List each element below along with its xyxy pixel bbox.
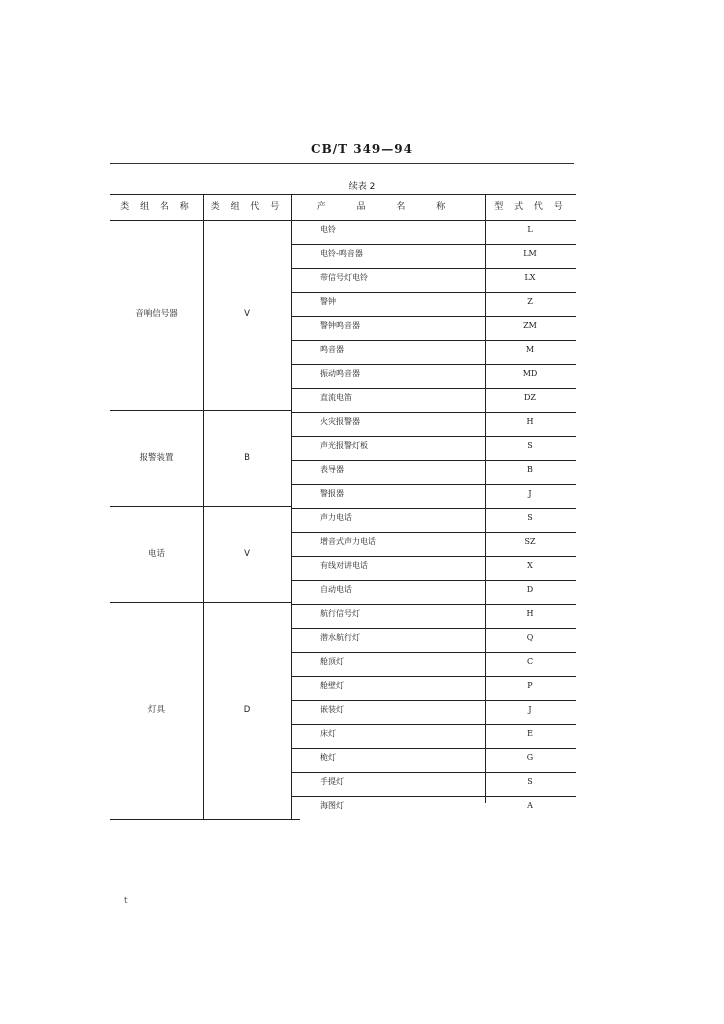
model-code: S xyxy=(527,513,533,522)
model-code: G xyxy=(526,753,534,762)
row-separator xyxy=(291,772,485,773)
row-separator xyxy=(485,508,576,509)
group-separator xyxy=(110,602,291,603)
row-separator xyxy=(291,556,485,557)
product-name: 增音式声力电话 xyxy=(320,537,376,546)
row-separator xyxy=(485,748,576,749)
model-code: L xyxy=(527,225,533,234)
row-separator xyxy=(485,268,576,269)
row-separator xyxy=(291,388,485,389)
group-code: D xyxy=(243,705,251,715)
table-top-rule xyxy=(110,194,576,195)
row-separator xyxy=(291,460,485,461)
product-name: 潜水航行灯 xyxy=(320,633,360,642)
product-name: 电铃-鸣音器 xyxy=(320,249,363,258)
row-separator xyxy=(485,244,576,245)
row-separator xyxy=(291,268,485,269)
model-code: H xyxy=(526,609,534,618)
product-name: 声光报警灯板 xyxy=(320,441,368,450)
row-separator xyxy=(485,364,576,365)
row-separator xyxy=(485,292,576,293)
row-separator xyxy=(291,340,485,341)
model-code: B xyxy=(527,465,533,474)
row-separator xyxy=(485,484,576,485)
product-name: 嵌装灯 xyxy=(320,705,344,714)
row-separator xyxy=(485,796,576,797)
row-separator xyxy=(291,700,485,701)
row-separator xyxy=(291,628,485,629)
product-name: 电铃 xyxy=(320,225,336,234)
product-name: 警钟鸣音器 xyxy=(320,321,360,330)
group-separator xyxy=(110,506,291,507)
group-name: 报警装置 xyxy=(139,453,174,463)
product-name: 床灯 xyxy=(320,729,336,738)
column-divider xyxy=(291,194,292,819)
row-separator xyxy=(485,604,576,605)
model-code: P xyxy=(527,681,533,690)
model-code: Z xyxy=(527,297,533,306)
product-name: 警钟 xyxy=(320,297,336,306)
product-name: 带信号灯电铃 xyxy=(320,273,368,282)
header-rule xyxy=(110,163,574,164)
row-separator xyxy=(291,652,485,653)
product-name: 警报器 xyxy=(320,489,344,498)
row-separator xyxy=(291,484,485,485)
model-code: M xyxy=(525,345,535,354)
table-header-rule xyxy=(110,220,576,221)
model-code: A xyxy=(527,801,533,810)
model-code: S xyxy=(527,441,533,450)
code-table xyxy=(110,194,576,819)
column-divider xyxy=(485,194,486,803)
product-name: 鸣音器 xyxy=(320,345,344,354)
group-code: B xyxy=(244,453,250,463)
column-header-product: 产 品 名 称 xyxy=(316,202,460,212)
model-code: Q xyxy=(526,633,534,642)
row-separator xyxy=(485,628,576,629)
table-caption: 续表 2 xyxy=(348,182,376,192)
column-header-category: 类 组 名 称 xyxy=(120,202,193,212)
row-separator xyxy=(485,724,576,725)
row-separator xyxy=(485,652,576,653)
row-separator xyxy=(291,316,485,317)
product-name: 手提灯 xyxy=(320,777,344,786)
group-code: V xyxy=(244,549,250,559)
row-separator xyxy=(485,556,576,557)
product-name: 航行信号灯 xyxy=(320,609,360,618)
model-code: DZ xyxy=(524,393,536,402)
row-separator xyxy=(485,532,576,533)
model-code: MD xyxy=(522,369,538,378)
product-name: 舱壁灯 xyxy=(320,681,344,690)
column-header-model-code: 型 式 代 号 xyxy=(494,202,567,212)
column-header-category-code: 类 组 代 号 xyxy=(210,202,284,212)
row-separator xyxy=(291,676,485,677)
row-separator xyxy=(291,508,485,509)
row-separator xyxy=(485,340,576,341)
row-separator xyxy=(291,748,485,749)
row-separator xyxy=(291,292,485,293)
product-name: 有线对讲电话 xyxy=(320,561,368,570)
row-separator xyxy=(291,724,485,725)
model-code: D xyxy=(526,585,534,594)
product-name: 桅灯 xyxy=(320,753,336,762)
product-name: 舱顶灯 xyxy=(320,657,344,666)
model-code: E xyxy=(527,729,533,738)
group-name: 音响信号器 xyxy=(135,309,178,319)
row-separator xyxy=(485,460,576,461)
row-separator xyxy=(291,436,485,437)
row-separator xyxy=(291,604,485,605)
product-name: 火灾报警器 xyxy=(320,417,360,426)
product-name: 直流电笛 xyxy=(320,393,352,402)
model-code: C xyxy=(526,657,534,666)
row-separator xyxy=(485,700,576,701)
document-header: CB/T 349—94 xyxy=(311,142,413,156)
row-separator xyxy=(291,412,485,413)
product-name: 声力电话 xyxy=(320,513,352,522)
group-separator xyxy=(110,410,291,411)
page-mark: t xyxy=(124,896,128,906)
row-separator xyxy=(291,364,485,365)
product-name: 自动电话 xyxy=(320,585,352,594)
row-separator xyxy=(485,316,576,317)
model-code: LM xyxy=(523,249,537,258)
group-name: 电话 xyxy=(147,549,165,559)
row-separator xyxy=(291,796,485,797)
model-code: LX xyxy=(524,273,536,282)
group-name: 灯具 xyxy=(147,705,165,715)
row-separator xyxy=(485,412,576,413)
model-code: S xyxy=(527,777,533,786)
row-separator xyxy=(485,580,576,581)
model-code: J xyxy=(528,489,532,498)
model-code: X xyxy=(527,561,533,570)
product-name: 振动鸣音器 xyxy=(320,369,360,378)
model-code: H xyxy=(526,417,534,426)
model-code: SZ xyxy=(524,537,536,546)
row-separator xyxy=(291,244,485,245)
row-separator xyxy=(485,772,576,773)
row-separator xyxy=(485,676,576,677)
model-code: ZM xyxy=(523,321,537,330)
row-separator xyxy=(485,388,576,389)
table-bottom-rule xyxy=(110,819,300,820)
row-separator xyxy=(485,436,576,437)
product-name: 表导器 xyxy=(320,465,344,474)
row-separator xyxy=(291,580,485,581)
product-name: 海图灯 xyxy=(320,801,344,810)
group-code: V xyxy=(244,309,250,319)
model-code: J xyxy=(528,705,532,714)
row-separator xyxy=(291,532,485,533)
